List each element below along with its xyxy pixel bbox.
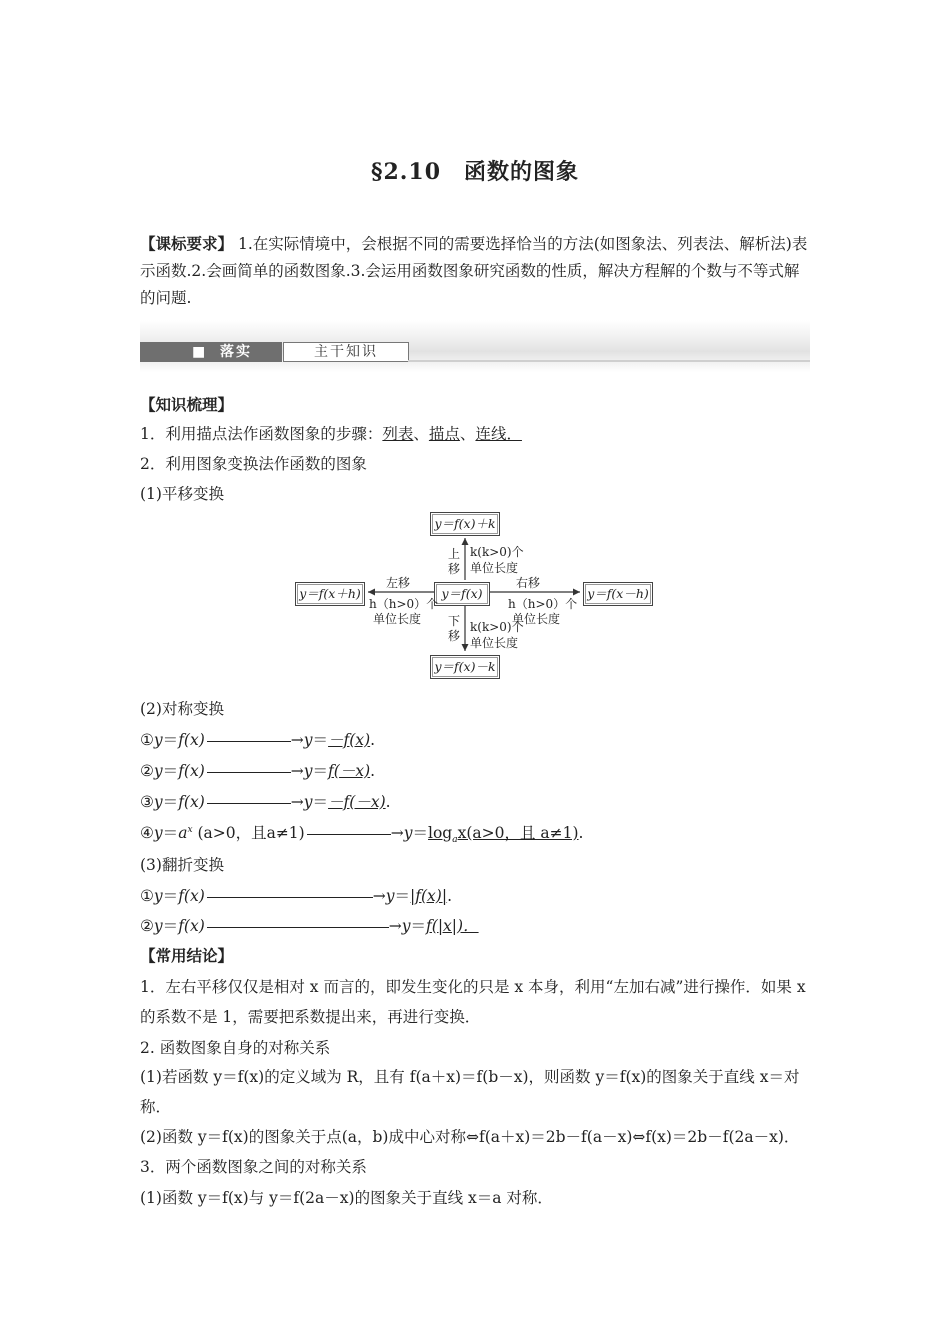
box-shift-up: y＝f(x)＋k [430, 512, 500, 536]
knowledge-item-1: 1．利用描点法作函数图象的步骤：列表、描点、连线． [140, 425, 522, 443]
conclusion-1: 1．左右平移仅仅是相对 x 而言的，即发生变化的只是 x 本身，利用“左加右减”进行操作．如果 x 的系数不是 1，需要把系数提出来，再进行变换． [140, 978, 806, 1026]
banner-dark-label: 落实 [220, 344, 252, 360]
banner-light-label: 主干知识 [283, 342, 409, 362]
conclusion-2-2: (2)函数 y＝f(x)的图象关于点(a，b)成中心对称⇔f(a＋x)＝2b－f(a－x)⇔f(x)＝2b－f(2a－x)． [140, 1128, 800, 1146]
answer-sym-1: －f(x) [328, 731, 371, 749]
symmetry-heading: (2)对称变换 [140, 700, 224, 718]
label-right-note-2: 单位长度 [512, 612, 561, 626]
answer-list: 列表 [382, 425, 414, 443]
label-down-2: 移 [448, 629, 461, 643]
answer-flip-2: f(|x|)． [426, 917, 479, 935]
knowledge-item-2: 2．利用图象变换法作函数的图象 [140, 455, 367, 473]
symmetry-item-2: ②y＝f(x) →y＝f(－x). [140, 762, 376, 780]
label-right-note-1: h（h>0）个 [508, 597, 578, 611]
flip-item-1: ①y＝f(x) →y＝|f(x)|. [140, 887, 453, 905]
answer-sym-3: －f(－x) [328, 793, 386, 811]
label-left-move: 左移 [386, 576, 411, 590]
label-right-move: 右移 [516, 576, 541, 590]
label-down-1: 下 [448, 614, 461, 628]
label-up-note-2: 单位长度 [470, 561, 519, 575]
label-down-note-2: 单位长度 [470, 636, 519, 650]
label-left-note-2: 单位长度 [373, 612, 422, 626]
label-up-note-1: k(k>0)个 [470, 545, 524, 559]
label-down-note-1: k(k>0)个 [470, 620, 524, 634]
page-title: §2.10 函数的图象 [370, 159, 580, 185]
box-shift-left: y＝f(x＋h) [295, 582, 365, 606]
answer-sym-4: $\log_ax(a>0$，且 a≠1) [428, 824, 579, 846]
translation-heading: (1)平移变换 [140, 485, 224, 503]
symmetry-item-4: $④y=a^x$ (a>0，且$a\ne 1) \to y=\log_ax(a>0$，且 a≠1). [140, 824, 584, 846]
box-shift-right: y＝f(x－h) [583, 582, 653, 606]
conclusion-2: 2. 函数图象自身的对称关系 [140, 1039, 331, 1057]
answer-sym-2: f(－x) [328, 762, 371, 780]
conclusion-2-1: (1)若函数 y＝f(x)的定义域为 R，且有 f(a＋x)＝f(b－x)，则函数 y＝f(x)的图象关于直线 x＝对称． [140, 1068, 800, 1116]
symmetry-item-3: ③y＝f(x) →y＝－f(－x). [140, 793, 391, 811]
label-up-1: 上 [448, 547, 461, 561]
box-shift-down: y＝f(x)－k [430, 655, 500, 679]
answer-plot: 描点 [428, 425, 460, 443]
square-bullet-icon: ■ [192, 344, 206, 360]
requirements-text: 1.在实际情境中，会根据不同的需要选择恰当的方法(如图象法、列表法、解析法)表示函数.2.会画简单的函数图象.3.会运用函数图象研究函数的性质，解决方程解的个数与不等式解的问题. [140, 235, 808, 307]
symmetry-item-1: ①y＝f(x) →y＝－f(x). [140, 731, 376, 749]
box-original: y＝f(x) [434, 582, 490, 606]
conclusion-3: 3．两个函数图象之间的对称关系 [140, 1158, 367, 1176]
answer-flip-1: |f(x)| [410, 887, 448, 905]
flip-heading: (3)翻折变换 [140, 856, 224, 874]
knowledge-heading: 【知识梳理】 [140, 395, 234, 414]
conclusions-heading: 【常用结论】 [140, 946, 234, 965]
requirements-label: 【课标要求】 [140, 234, 234, 253]
conclusion-3-1: (1)函数 y＝f(x)与 y＝f(2a－x)的图象关于直线 x＝a 对称． [140, 1189, 553, 1207]
flip-item-2: ②y＝f(x) →y＝f(|x|)． [140, 917, 479, 935]
item1-prefix: 1．利用描点法作函数图象的步骤： [140, 425, 383, 443]
label-up-2: 移 [448, 562, 461, 576]
label-left-note-1: h（h>0）个 [369, 597, 439, 611]
answer-connect: 连线． [475, 425, 522, 443]
